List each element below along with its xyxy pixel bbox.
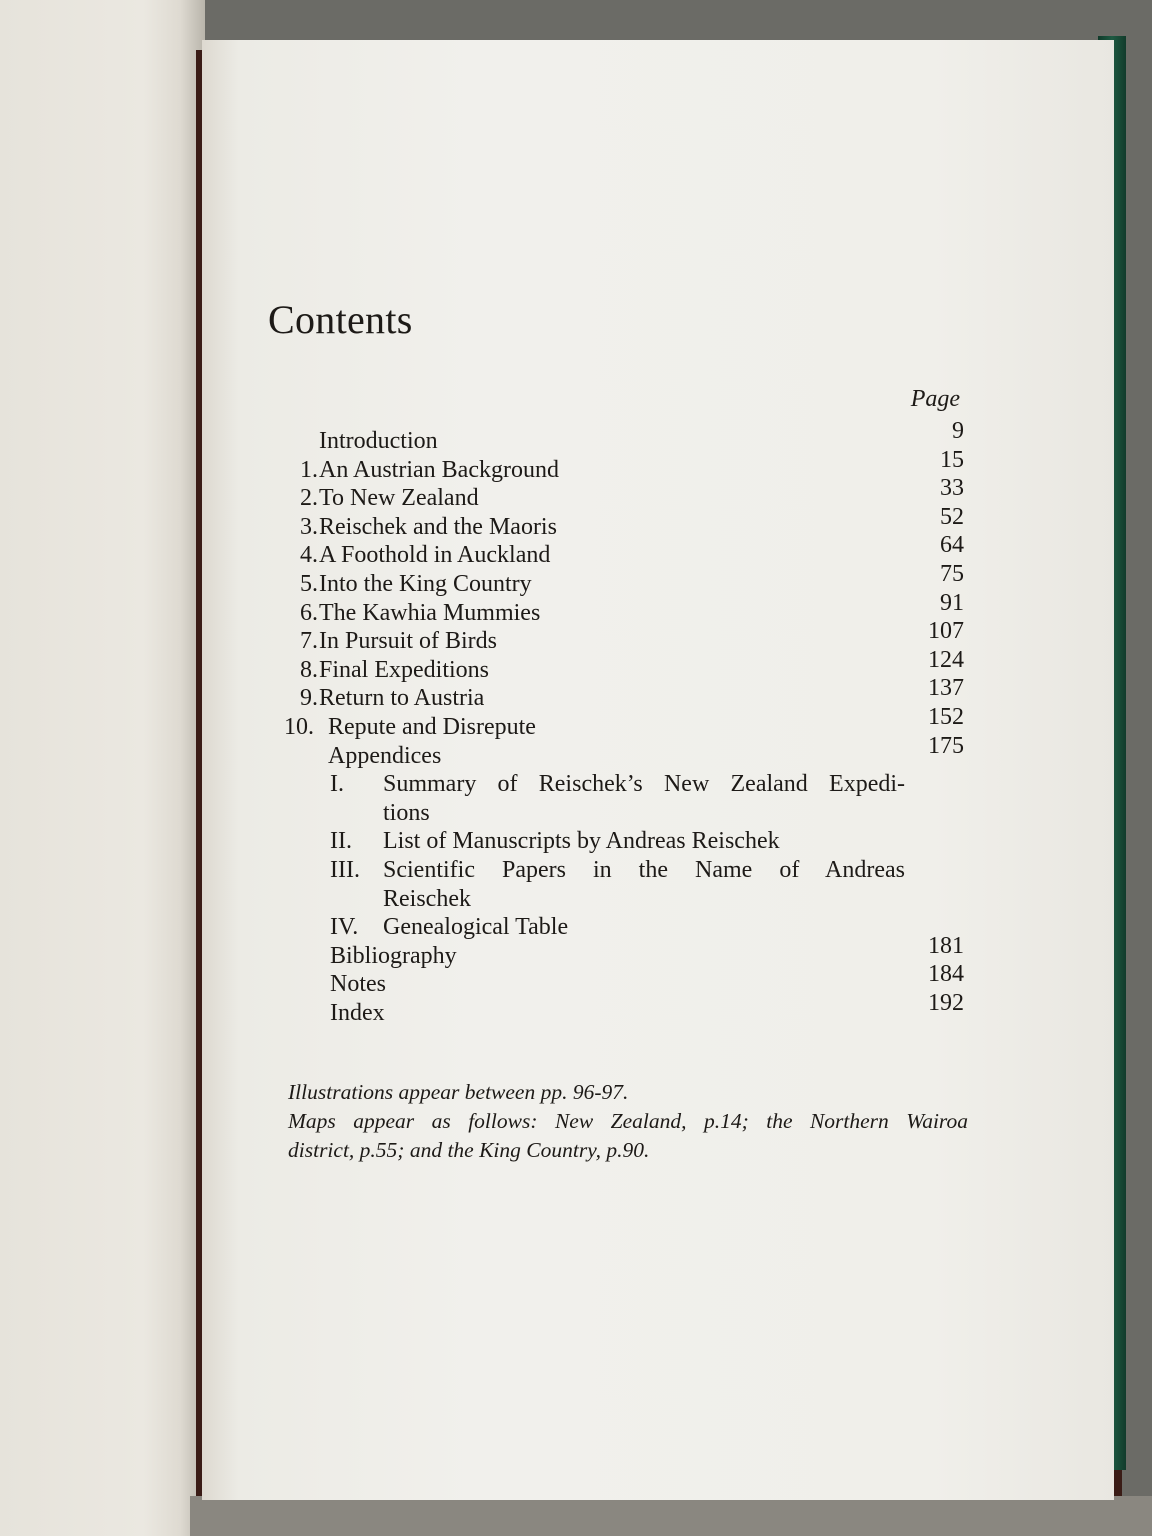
table-surface	[190, 1496, 1152, 1536]
toc-label: Return to Austria	[319, 685, 485, 712]
toc-page: 64	[940, 532, 964, 559]
appendix-entry-1	[202, 770, 1114, 799]
toc-entry-chapter-9	[202, 675, 1114, 713]
toc-page: 52	[940, 503, 964, 530]
appendix-numeral: I.	[330, 771, 344, 798]
toc-entry-bibliography	[202, 932, 1114, 971]
toc-number: 4.	[300, 542, 318, 569]
appendix-label-continued: Reischek	[383, 885, 471, 912]
appendix-entry-2	[202, 827, 1114, 856]
appendix-entry-1-continued	[202, 799, 1114, 828]
toc-number: 1.	[300, 456, 318, 483]
toc-label: Appendices	[328, 742, 442, 769]
toc-page: 9	[952, 418, 964, 444]
toc-entry-chapter-1	[202, 446, 1114, 485]
toc-page: 181	[928, 932, 964, 959]
toc-page: 192	[928, 989, 964, 1016]
appendix-numeral: II.	[330, 828, 352, 855]
toc-label: Index	[330, 999, 385, 1026]
appendix-numeral: IV.	[330, 914, 359, 941]
toc-entry-chapter-2	[202, 475, 1114, 513]
toc-entry-chapter-10	[202, 703, 1114, 742]
toc-label: Reischek and the Maoris	[319, 513, 557, 540]
toc-entry-chapter-6	[202, 589, 1114, 628]
left-page	[0, 0, 205, 1536]
toc-entry-notes	[202, 961, 1114, 999]
toc-page: 137	[928, 675, 964, 702]
toc-page: 152	[928, 703, 964, 730]
toc-label: Bibliography	[330, 942, 457, 969]
toc-label: The Kawhia Mummies	[319, 599, 541, 626]
toc-label: Into the King Country	[319, 570, 532, 597]
appendix-label-continued: tions	[383, 799, 430, 826]
appendix-numeral: III.	[330, 856, 360, 883]
toc-page: 91	[940, 589, 964, 616]
toc-page: 15	[940, 446, 964, 473]
appendix-label: Genealogical Table	[383, 914, 569, 941]
illustration-notes	[288, 1078, 968, 1165]
toc-entry-chapter-4	[202, 532, 1114, 570]
toc-number: 2.	[300, 485, 318, 512]
toc-label: To New Zealand	[319, 485, 479, 512]
toc-number: 7.	[300, 628, 318, 655]
toc-entry-index	[202, 989, 1114, 1028]
toc-entry-chapter-7	[202, 618, 1114, 656]
appendix-entry-4	[202, 913, 1114, 942]
toc-number: 8.	[300, 656, 318, 683]
toc-page: 124	[928, 646, 964, 673]
contents-page	[202, 40, 1114, 1500]
page-column-heading: Page	[910, 386, 960, 412]
toc-entry-appendices	[202, 732, 1114, 771]
toc-number: 6.	[300, 599, 318, 626]
page-title: Contents	[268, 297, 413, 342]
appendix-label: List of Manuscripts by Andreas Reischek	[383, 828, 780, 855]
toc-label: Notes	[330, 971, 386, 998]
toc-entry-chapter-8	[202, 646, 1114, 685]
toc-page: 33	[940, 475, 964, 502]
toc-label: Final Expeditions	[319, 656, 489, 683]
toc-number: 9.	[300, 685, 318, 712]
toc-entry-chapter-5	[202, 560, 1114, 599]
appendix-label: Summary of Reischek’s New Zealand Expedi-	[383, 771, 905, 798]
toc-entry-introduction	[202, 418, 1114, 456]
toc-label: Repute and Disrepute	[328, 713, 536, 740]
toc-page: 107	[928, 618, 964, 645]
toc-label: A Foothold in Auckland	[319, 542, 551, 569]
table-of-contents	[202, 418, 1114, 1027]
toc-page: 175	[928, 732, 964, 759]
toc-entry-chapter-3	[202, 503, 1114, 542]
maps-note-line-1: Maps appear as follows: New Zealand, p.14; the Northern Wairoa	[288, 1109, 968, 1133]
toc-number: 10.	[284, 713, 314, 740]
toc-number: 3.	[300, 513, 318, 540]
toc-page: 184	[928, 961, 964, 988]
toc-label: An Austrian Background	[319, 456, 559, 483]
toc-label: Introduction	[319, 428, 438, 454]
toc-number: 5.	[300, 570, 318, 597]
toc-label: In Pursuit of Birds	[319, 628, 498, 655]
appendix-entry-3-continued	[202, 885, 1114, 914]
appendix-entry-3	[202, 856, 1114, 885]
appendix-label: Scientific Papers in the Name of Andreas	[383, 856, 905, 883]
maps-note-line-2: district, p.55; and the King Country, p.90.	[288, 1138, 650, 1162]
illustrations-note: Illustrations appear between pp. 96-97.	[288, 1080, 629, 1104]
toc-page: 75	[940, 560, 964, 587]
